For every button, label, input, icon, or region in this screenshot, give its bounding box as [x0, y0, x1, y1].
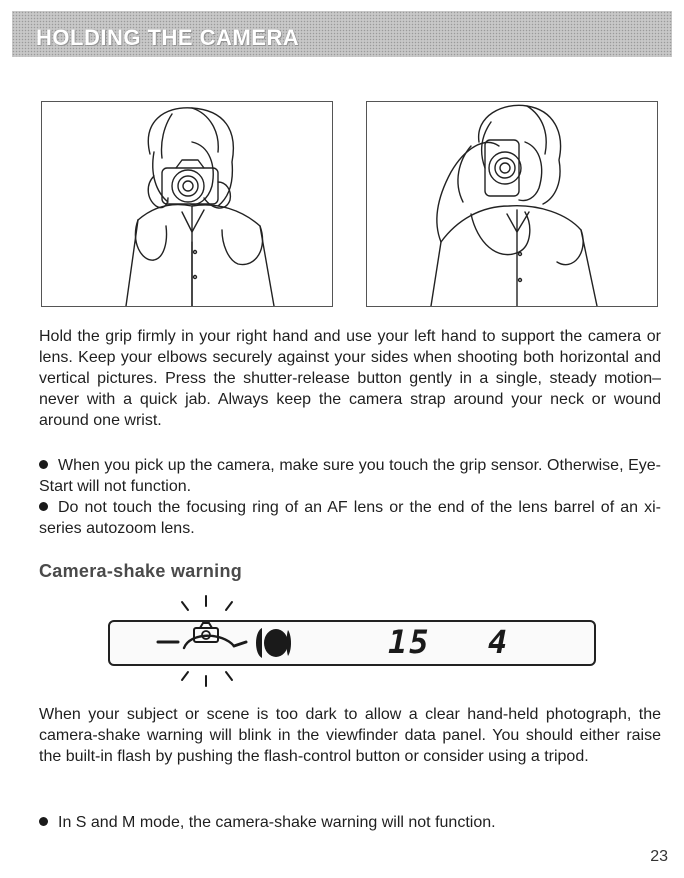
note-text: Do not touch the focusing ring of an AF lens or the end of the lens barrel of an xi-series autozoom lens.	[39, 499, 661, 537]
camera-shake-warning-icon	[150, 592, 350, 688]
bullet-icon	[39, 502, 48, 511]
vertical-hold-illustration	[366, 101, 658, 307]
focus-ring-note	[39, 497, 661, 539]
mode-note	[39, 812, 661, 833]
page-number: 23	[650, 848, 668, 865]
horizontal-hold-illustration	[41, 101, 333, 307]
grip-sensor-note	[39, 455, 661, 497]
intro-paragraph: Hold the grip firmly in your right hand and use your left hand to support the camera or lens. Keep your elbows securely against your sides when shooting both horizontal and vertical pictures. Press the shutter-release button gently in a single, steady motion–never with a quick jab. Always keep the camera strap around your neck or wound around one wrist.	[39, 328, 661, 429]
section-heading: Camera-shake warning	[39, 561, 243, 581]
bullet-icon	[39, 460, 48, 469]
camera-shake-paragraph: When your subject or scene is too dark to allow a clear hand-held photograph, the camera-shake warning will blink in the viewfinder data panel. You should either raise the built-in flash by pushing the flash-control button or consider using a tripod.	[39, 706, 661, 765]
aperture-readout: 4	[488, 623, 510, 661]
note-text: In S and M mode, the camera-shake warning will not function.	[58, 814, 496, 831]
shutter-speed-readout: 15	[388, 623, 431, 661]
bullet-icon	[39, 817, 48, 826]
note-text: When you pick up the camera, make sure you touch the grip sensor. Otherwise, Eye-Start will not function.	[39, 457, 661, 495]
page-title: HOLDING THE CAMERA	[36, 25, 300, 50]
